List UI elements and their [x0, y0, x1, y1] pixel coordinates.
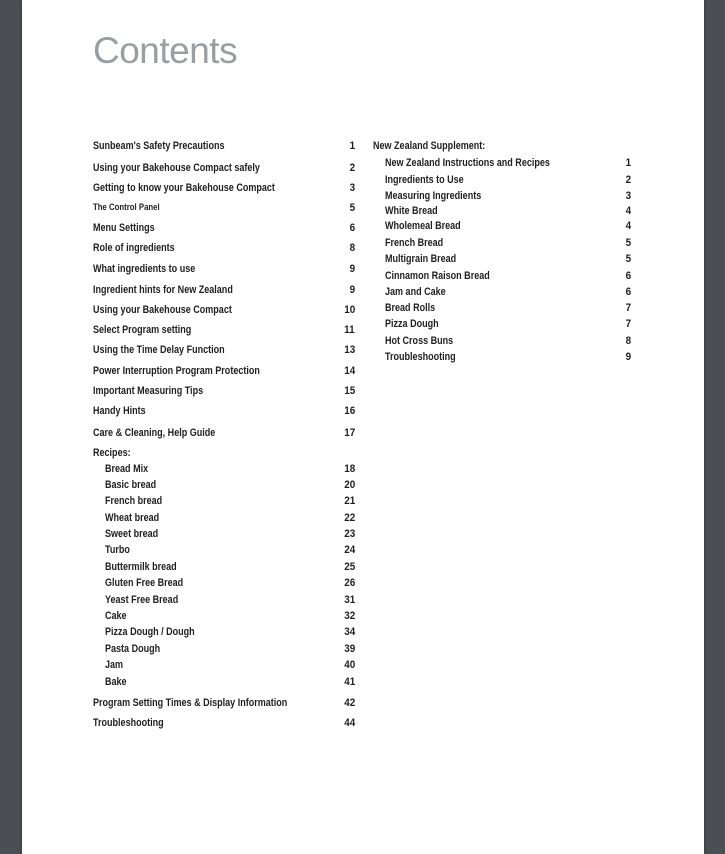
toc-entry-label: Bread Mix	[105, 463, 149, 475]
toc-entry-label: Menu Settings	[93, 222, 155, 234]
toc-entry-page: 9	[349, 284, 355, 296]
toc-entry[interactable]	[373, 173, 631, 187]
toc-entry-label: Power Interruption Program Protection	[93, 365, 260, 377]
toc-entry-page: 14	[343, 365, 355, 377]
toc-entry-label: Using your Bakehouse Compact	[93, 304, 232, 316]
toc-entry-label: Bake	[105, 676, 127, 688]
toc-entry-label: Cinnamon Raison Bread	[385, 270, 490, 282]
toc-entry-page: 5	[625, 253, 631, 265]
toc-entry[interactable]	[93, 181, 355, 195]
toc-entry-label: Measuring Ingredients	[385, 190, 482, 202]
toc-entry-label: Jam	[105, 659, 124, 671]
toc-entry-page: 22	[343, 512, 355, 524]
toc-entry-page: 11	[344, 324, 355, 336]
toc-entry[interactable]	[93, 323, 355, 337]
toc-entry[interactable]	[93, 609, 355, 623]
toc-entry-page: 8	[349, 242, 355, 254]
toc-entry-label: Important Measuring Tips	[93, 385, 204, 397]
toc-entry-page: 3	[349, 182, 355, 194]
toc-entry-label: Wheat bread	[105, 512, 160, 524]
toc-entry-label: French Bread	[385, 237, 444, 249]
toc-entry[interactable]	[93, 139, 355, 153]
toc-entry[interactable]	[93, 384, 355, 398]
toc-entry-page: 20	[343, 479, 355, 491]
toc-entry-page: 16	[343, 405, 355, 417]
toc-entry-page: 5	[349, 202, 355, 214]
toc-entry-label: Ingredients to Use	[385, 174, 464, 186]
toc-entry[interactable]	[93, 221, 355, 235]
toc-entry[interactable]	[93, 303, 355, 317]
toc-entry-page: 34	[343, 626, 355, 638]
toc-entry-page: 3	[625, 190, 631, 202]
toc-entry-label: Cake	[105, 610, 127, 622]
toc-entry[interactable]	[373, 269, 631, 283]
toc-entry-page: 2	[625, 174, 631, 186]
toc-section-label: Recipes:	[93, 447, 131, 459]
toc-entry-label: Getting to know your Bakehouse Compact	[93, 182, 275, 194]
toc-entry-label: Troubleshooting	[93, 717, 164, 729]
toc-entry-page: 42	[343, 697, 355, 709]
toc-entry-label: Jam and Cake	[385, 286, 446, 298]
toc-entry-label: Sunbeam's Safety Precautions	[93, 140, 225, 152]
toc-entry-page: 5	[625, 237, 631, 249]
toc-entry-label: The Control Panel	[93, 202, 160, 213]
toc-entry[interactable]	[373, 285, 631, 299]
toc-entry-page: 40	[343, 659, 355, 671]
toc-entry-page: 6	[625, 286, 631, 298]
toc-entry[interactable]	[93, 527, 355, 541]
toc-entry[interactable]	[93, 404, 355, 418]
toc-entry-label: Care & Cleaning, Help Guide	[93, 427, 216, 439]
toc-entry-label: Pizza Dough / Dough	[105, 626, 195, 638]
toc-entry[interactable]	[373, 317, 631, 331]
toc-entry-label: Pasta Dough	[105, 643, 161, 655]
toc-entry-page: 10	[343, 304, 355, 316]
toc-entry-label: Pizza Dough	[385, 318, 439, 330]
toc-entry[interactable]	[93, 560, 355, 574]
toc-entry[interactable]	[93, 576, 355, 590]
toc-entry-label: Using your Bakehouse Compact safely	[93, 162, 260, 174]
toc-section-heading	[93, 446, 355, 460]
toc-entry[interactable]	[373, 156, 631, 170]
toc-entry[interactable]	[93, 494, 355, 508]
toc-entry[interactable]	[93, 262, 355, 276]
toc-entry[interactable]	[373, 334, 631, 348]
toc-entry-page: 24	[343, 544, 355, 556]
toc-entry[interactable]	[373, 236, 631, 250]
toc-entry[interactable]	[373, 301, 631, 315]
toc-entry-label: Using the Time Delay Function	[93, 344, 225, 356]
toc-entry-page: 23	[343, 528, 355, 540]
toc-entry-label: Gluten Free Bread	[105, 577, 184, 589]
toc-entry[interactable]	[93, 658, 355, 672]
toc-entry-label: Hot Cross Buns	[385, 335, 454, 347]
toc-entry[interactable]	[93, 642, 355, 656]
toc-entry[interactable]	[93, 675, 355, 689]
toc-entry-label: Role of ingredients	[93, 242, 175, 254]
toc-entry-page: 26	[343, 577, 355, 589]
toc-entry[interactable]	[373, 204, 631, 218]
toc-entry[interactable]	[93, 426, 355, 440]
toc-entry-label: Turbo	[105, 544, 130, 556]
toc-entry[interactable]	[93, 283, 355, 297]
toc-entry-page: 13	[343, 344, 355, 356]
toc-entry[interactable]	[93, 462, 355, 476]
toc-entry-page: 7	[625, 318, 631, 330]
toc-entry-page: 1	[349, 140, 355, 152]
page-title: Contents	[93, 30, 238, 71]
toc-entry-label: Wholemeal Bread	[385, 220, 461, 232]
toc-entry-label: Buttermilk bread	[105, 561, 177, 573]
toc-entry-page: 44	[343, 717, 355, 729]
toc-entry-label: Yeast Free Bread	[105, 594, 179, 606]
toc-entry-label: Select Program setting	[93, 324, 192, 336]
toc-section-heading	[373, 139, 631, 153]
toc-entry-label: Multigrain Bread	[385, 253, 457, 265]
toc-entry-page: 17	[343, 427, 355, 439]
toc-entry-label: Bread Rolls	[385, 302, 436, 314]
toc-entry-page: 7	[625, 302, 631, 314]
toc-entry-label: Sweet bread	[105, 528, 159, 540]
toc-entry-label: What ingredients to use	[93, 263, 196, 275]
toc-entry-label: New Zealand Instructions and Recipes	[385, 157, 550, 169]
toc-entry[interactable]	[373, 189, 631, 203]
toc-entry[interactable]	[373, 219, 631, 233]
toc-entry-label: Program Setting Times & Display Information	[93, 697, 288, 709]
toc-entry-page: 9	[625, 351, 631, 363]
toc-entry-page: 4	[625, 205, 631, 217]
toc-entry-label: Handy Hints	[93, 405, 146, 417]
toc-entry-page: 21	[343, 495, 355, 507]
toc-entry[interactable]	[93, 543, 355, 557]
toc-entry-label: Troubleshooting	[385, 351, 456, 363]
toc-entry-page: 18	[343, 463, 355, 475]
toc-entry-page: 2	[349, 162, 355, 174]
toc-entry[interactable]	[373, 350, 631, 364]
toc-entry[interactable]	[93, 593, 355, 607]
toc-entry-label: Ingredient hints for New Zealand	[93, 284, 233, 296]
document-page	[22, 0, 704, 854]
toc-entry[interactable]	[93, 625, 355, 639]
toc-entry-page: 6	[349, 222, 355, 234]
toc-entry-page: 15	[343, 385, 355, 397]
toc-entry-label: French bread	[105, 495, 163, 507]
toc-entry-label: White Bread	[385, 205, 438, 217]
toc-section-label: New Zealand Supplement:	[373, 140, 486, 152]
toc-entry-page: 9	[349, 263, 355, 275]
toc-entry[interactable]	[93, 364, 355, 378]
toc-entry-page: 4	[625, 220, 631, 232]
toc-entry-page: 6	[625, 270, 631, 282]
toc-entry[interactable]	[373, 252, 631, 266]
toc-entry-label: Basic bread	[105, 479, 157, 491]
toc-entry[interactable]	[93, 511, 355, 525]
toc-entry-page: 41	[343, 676, 355, 688]
toc-entry[interactable]	[93, 201, 355, 215]
toc-entry[interactable]	[93, 696, 355, 710]
toc-entry-page: 39	[343, 643, 355, 655]
toc-entry-page: 1	[625, 157, 631, 169]
toc-entry[interactable]	[93, 241, 355, 255]
toc-entry-page: 32	[343, 610, 355, 622]
toc-entry-page: 8	[625, 335, 631, 347]
toc-entry-page: 31	[343, 594, 355, 606]
toc-entry[interactable]	[93, 343, 355, 357]
toc-entry-page: 25	[343, 561, 355, 573]
toc-entry[interactable]	[93, 716, 355, 730]
toc-entry[interactable]	[93, 478, 355, 492]
toc-entry[interactable]	[93, 161, 355, 175]
